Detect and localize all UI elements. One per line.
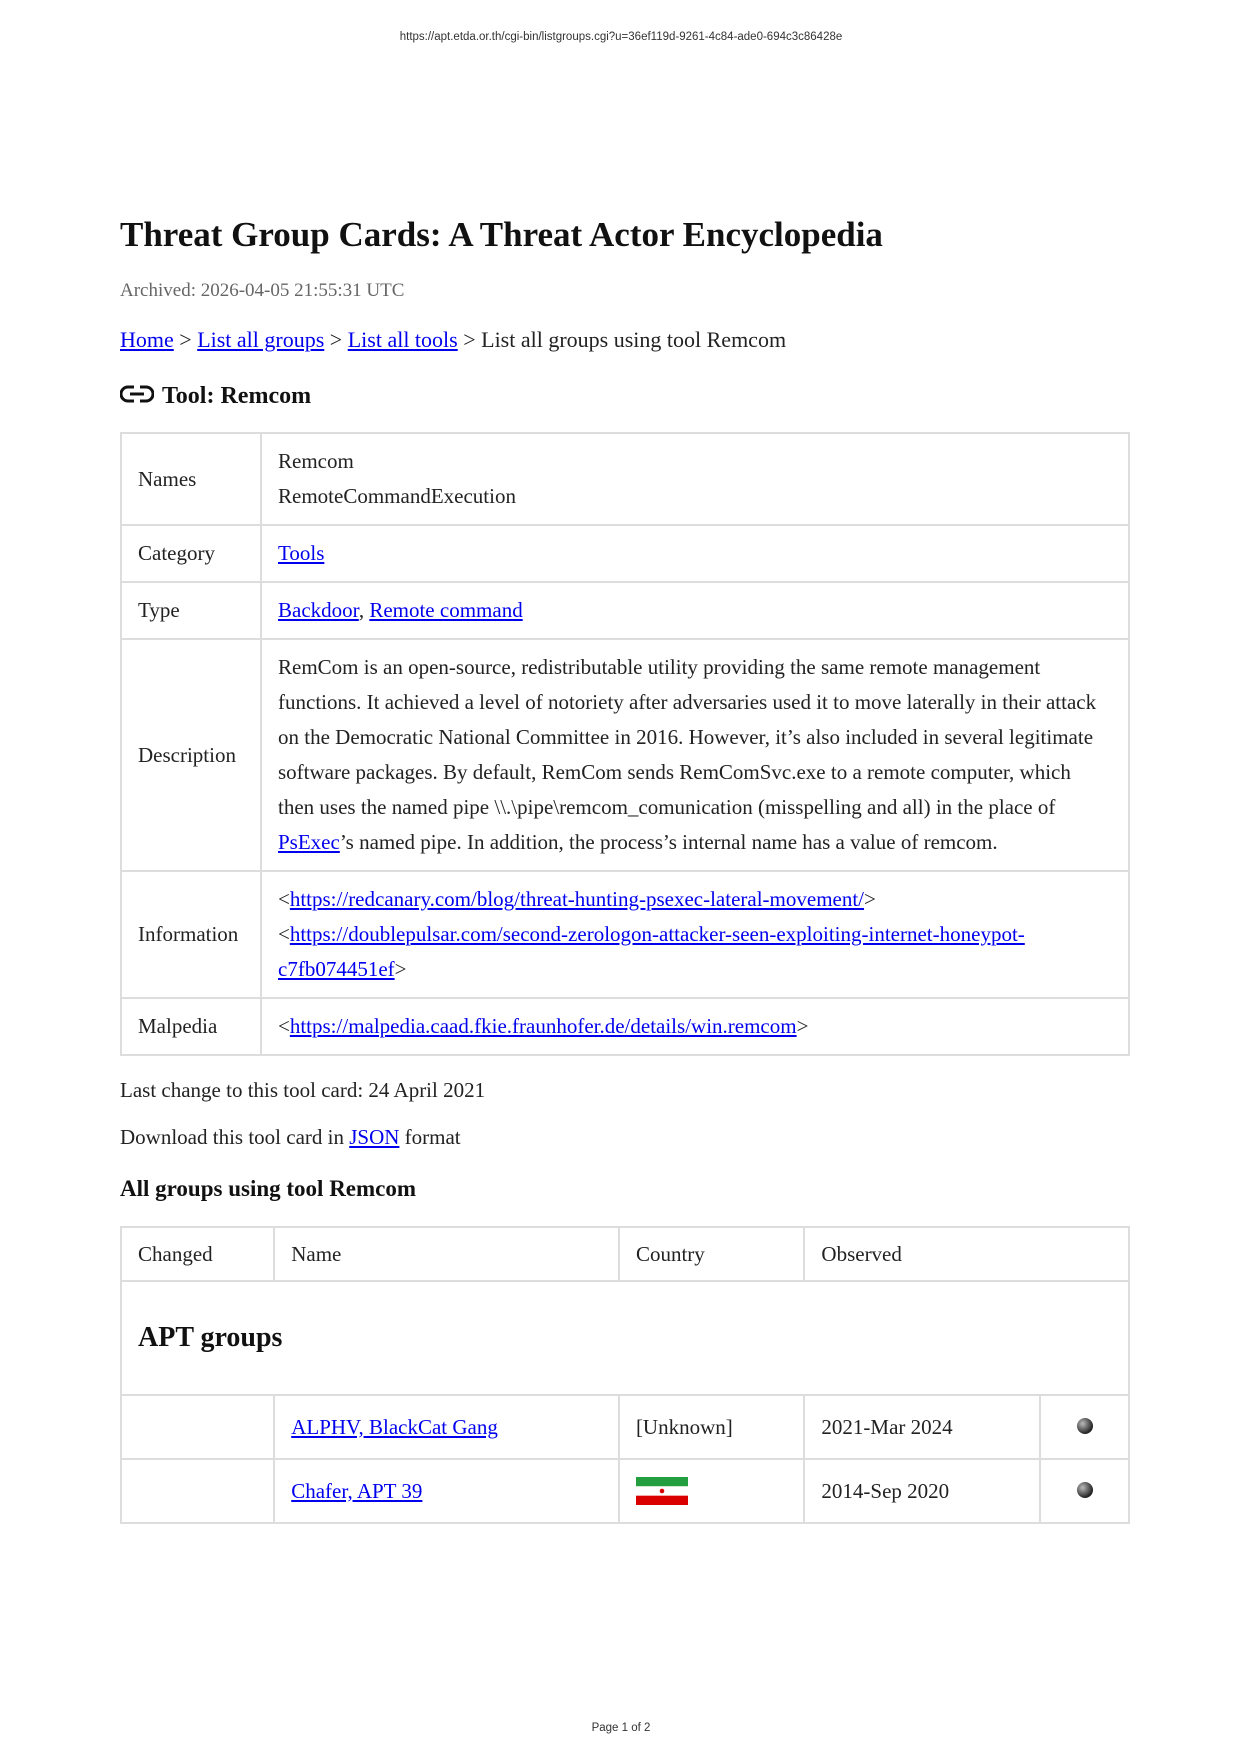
table-row [121, 1395, 1129, 1459]
status-dot-icon [1077, 1418, 1093, 1434]
iran-flag-icon [636, 1477, 688, 1505]
section-title-apt-groups: APT groups [121, 1281, 1129, 1395]
changed-cell [121, 1395, 274, 1459]
type-label: Type [121, 582, 261, 639]
observed-cell: 2021-Mar 2024 [804, 1395, 1040, 1459]
group-link-alphv[interactable]: ALPHV, BlackCat Gang [291, 1414, 498, 1439]
names-value [261, 433, 1129, 525]
last-change-text: Last change to this tool card: 24 April 2021 [120, 1078, 486, 1102]
country-cell [619, 1459, 804, 1523]
observed-cell: 2014-Sep 2020 [804, 1459, 1040, 1523]
status-cell [1040, 1459, 1129, 1523]
psexec-link[interactable]: PsExec [278, 830, 340, 854]
groups-heading: All groups using tool Remcom [120, 1176, 417, 1201]
name-item: Remcom [278, 449, 354, 473]
information-item [278, 882, 1112, 917]
angle-open: < [278, 1014, 290, 1038]
category-tools-link[interactable]: Tools [278, 541, 325, 565]
information-item [278, 917, 1112, 987]
malpedia-label: Malpedia [121, 998, 261, 1055]
angle-open: < [278, 922, 290, 946]
description-row [121, 639, 1129, 871]
name-item: RemoteCommandExecution [278, 484, 516, 508]
page-title: Threat Group Cards: A Threat Actor Encyclopedia [120, 215, 883, 254]
breadcrumb-separator: > [173, 327, 198, 352]
group-link-chafer[interactable]: Chafer, APT 39 [291, 1478, 423, 1503]
breadcrumb-all-tools-link[interactable]: List all tools [347, 327, 458, 352]
page-url: https://apt.etda.or.th/cgi-bin/listgroups.cgi?u=36ef119d-9261-4c84-ade0-694c3c86428e [399, 31, 843, 43]
column-header-country: Country [619, 1227, 804, 1281]
malpedia-value [261, 998, 1129, 1055]
category-value [261, 525, 1129, 582]
malpedia-link[interactable]: https://malpedia.caad.fkie.fraunhofer.de/details/win.remcom [289, 1014, 797, 1038]
information-label: Information [121, 871, 261, 998]
description-label: Description [121, 639, 261, 871]
breadcrumb-separator: > [324, 327, 348, 352]
description-text: ’s named pipe. In addition, the process’s internal name has a value of remcom. [339, 830, 998, 854]
category-label: Category [121, 525, 261, 582]
groups-table [120, 1226, 1130, 1524]
type-remote-command-link[interactable]: Remote command [369, 598, 523, 622]
tool-heading [120, 383, 1130, 410]
angle-close: > [394, 957, 407, 981]
description-text: RemCom is an open-source, redistributable utility providing the same remote management functions. It achieved a level of notoriety after adversaries used it to move laterally in their attack on the Democratic National Committee in 2016. However, it’s also included in several legitimate software packages. By default, RemCom sends RemComSvc.exe to a remote computer, which then uses the named pipe \\.\pipe\remcom_comunication (misspelling and all) in the place of [278, 655, 1097, 819]
type-row [121, 582, 1129, 639]
breadcrumb-all-groups-link[interactable]: List all groups [197, 327, 325, 352]
information-row [121, 871, 1129, 998]
breadcrumb [120, 327, 1130, 353]
malpedia-row [121, 998, 1129, 1055]
type-separator: , [358, 598, 370, 622]
breadcrumb-current: > List all groups using tool Remcom [457, 327, 787, 352]
information-value [261, 871, 1129, 998]
column-header-changed: Changed [121, 1227, 274, 1281]
link-icon [120, 384, 154, 404]
column-header-observed: Observed [804, 1227, 1129, 1281]
status-dot-icon [1077, 1482, 1093, 1498]
breadcrumb-home-link[interactable]: Home [120, 327, 174, 352]
category-row [121, 525, 1129, 582]
name-cell [274, 1395, 619, 1459]
json-download-link[interactable]: JSON [349, 1125, 400, 1149]
country-cell: [Unknown] [619, 1395, 804, 1459]
archived-timestamp: Archived: 2026-04-05 21:55:31 UTC [120, 280, 405, 301]
tool-info-table [120, 432, 1130, 1056]
type-value [261, 582, 1129, 639]
download-suffix: format [399, 1125, 461, 1149]
download-prefix: Download this tool card in [120, 1125, 350, 1149]
type-backdoor-link[interactable]: Backdoor [278, 598, 359, 622]
names-row [121, 433, 1129, 525]
download-line [120, 1125, 1130, 1150]
main-content [120, 213, 1130, 1524]
status-cell [1040, 1395, 1129, 1459]
information-link-doublepulsar[interactable]: https://doublepulsar.com/second-zerologon-attacker-seen-exploiting-internet-honeypot-c7fb074451ef [278, 922, 1025, 981]
name-cell [274, 1459, 619, 1523]
names-label: Names [121, 433, 261, 525]
description-value [261, 639, 1129, 871]
angle-close: > [796, 1014, 809, 1038]
angle-close: > [864, 887, 876, 911]
page-footer: Page 1 of 2 [591, 1722, 651, 1734]
groups-header-row [121, 1227, 1129, 1281]
apt-groups-section-row [121, 1281, 1129, 1395]
changed-cell [121, 1459, 274, 1523]
angle-open: < [278, 887, 290, 911]
tool-heading-text: Tool: Remcom [162, 383, 312, 409]
information-link-redcanary[interactable]: https://redcanary.com/blog/threat-hunting-psexec-lateral-movement/ [289, 887, 865, 911]
table-row [121, 1459, 1129, 1523]
column-header-name: Name [274, 1227, 619, 1281]
